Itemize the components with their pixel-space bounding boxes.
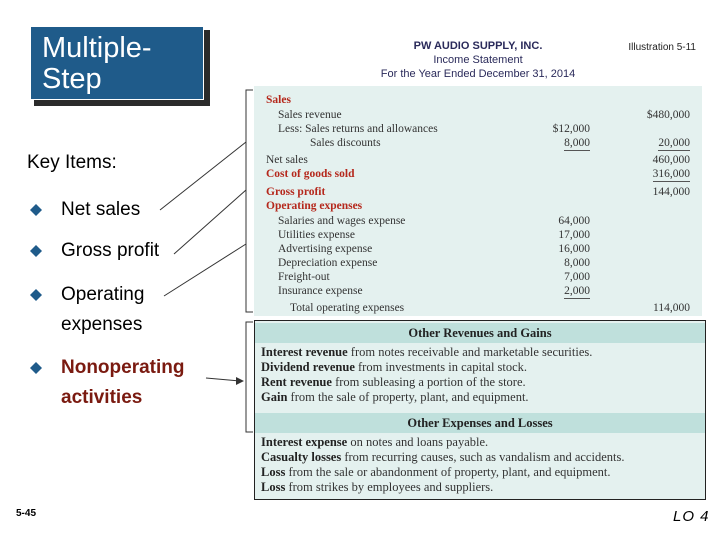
statement-period: For the Year Ended December 31, 2014 (380, 68, 576, 80)
table-row: Sales revenue $480,000 (278, 109, 690, 121)
list-item: Interest expense on notes and loans payable. (261, 435, 489, 449)
table-row: Less: Sales returns and allowances $12,000 (278, 123, 590, 135)
other-expenses-heading: Other Expenses and Losses (255, 413, 705, 433)
table-row: Freight-out 7,000 (278, 271, 590, 283)
statement-name: Income Statement (433, 54, 523, 66)
connector-net-sales (160, 142, 246, 210)
connector-gross-profit (174, 190, 246, 254)
connector-nonoperating (206, 378, 240, 381)
bullet-nonoperating: Nonoperating (61, 357, 185, 378)
key-items-heading: Key Items: (27, 152, 117, 173)
table-row: Operating expenses (266, 200, 363, 212)
arrowhead-icon (236, 377, 244, 385)
list-item: Loss from the sale or abandonment of property, plant, and equipment. (261, 465, 611, 479)
list-item: Gain from the sale of property, plant, and equipment. (261, 390, 529, 404)
table-row: Gross profit 144,000 (266, 186, 690, 198)
table-row: Advertising expense 16,000 (278, 243, 590, 255)
table-row: Cost of goods sold 316,000 (266, 168, 690, 180)
list-item: Loss from strikes by employees and suppliers. (261, 480, 494, 494)
table-row: Total operating expenses 114,000 (290, 302, 690, 314)
slide-title-line2: Step (42, 63, 102, 95)
bullet-activities: activities (61, 387, 143, 408)
illustration-label: Illustration 5-11 (628, 42, 696, 53)
table-row: Sales (266, 94, 291, 106)
statement-bracket (246, 90, 253, 312)
list-item: Dividend revenue from investments in capital stock. (261, 360, 528, 374)
bullet-operating: Operating (61, 284, 145, 305)
list-item: Rent revenue from subleasing a portion of the store. (261, 375, 526, 389)
bullet-gross-profit: Gross profit (61, 240, 160, 261)
list-item: Interest revenue from notes receivable and marketable securities. (261, 345, 593, 359)
other-revenues-heading: Other Revenues and Gains (255, 323, 705, 343)
learning-objective: LO 4 (673, 508, 710, 525)
bullet-expenses: expenses (61, 314, 143, 335)
nonoperating-bracket (246, 322, 253, 432)
table-row: Utilities expense 17,000 (278, 229, 590, 241)
table-row: Sales discounts 8,000 20,000 (310, 137, 690, 149)
table-row: Insurance expense 2,000 (278, 285, 590, 297)
table-row: Salaries and wages expense 64,000 (278, 215, 590, 227)
company-name: PW AUDIO SUPPLY, INC. (413, 40, 543, 52)
slide-number: 5-45 (16, 508, 37, 519)
slide-title-line1: Multiple- (42, 32, 152, 64)
bullet-net-sales: Net sales (61, 199, 141, 220)
list-item: Casualty losses from recurring causes, such as vandalism and accidents. (261, 450, 625, 464)
table-row: Net sales 460,000 (266, 154, 690, 166)
table-row: Depreciation expense 8,000 (278, 257, 590, 269)
